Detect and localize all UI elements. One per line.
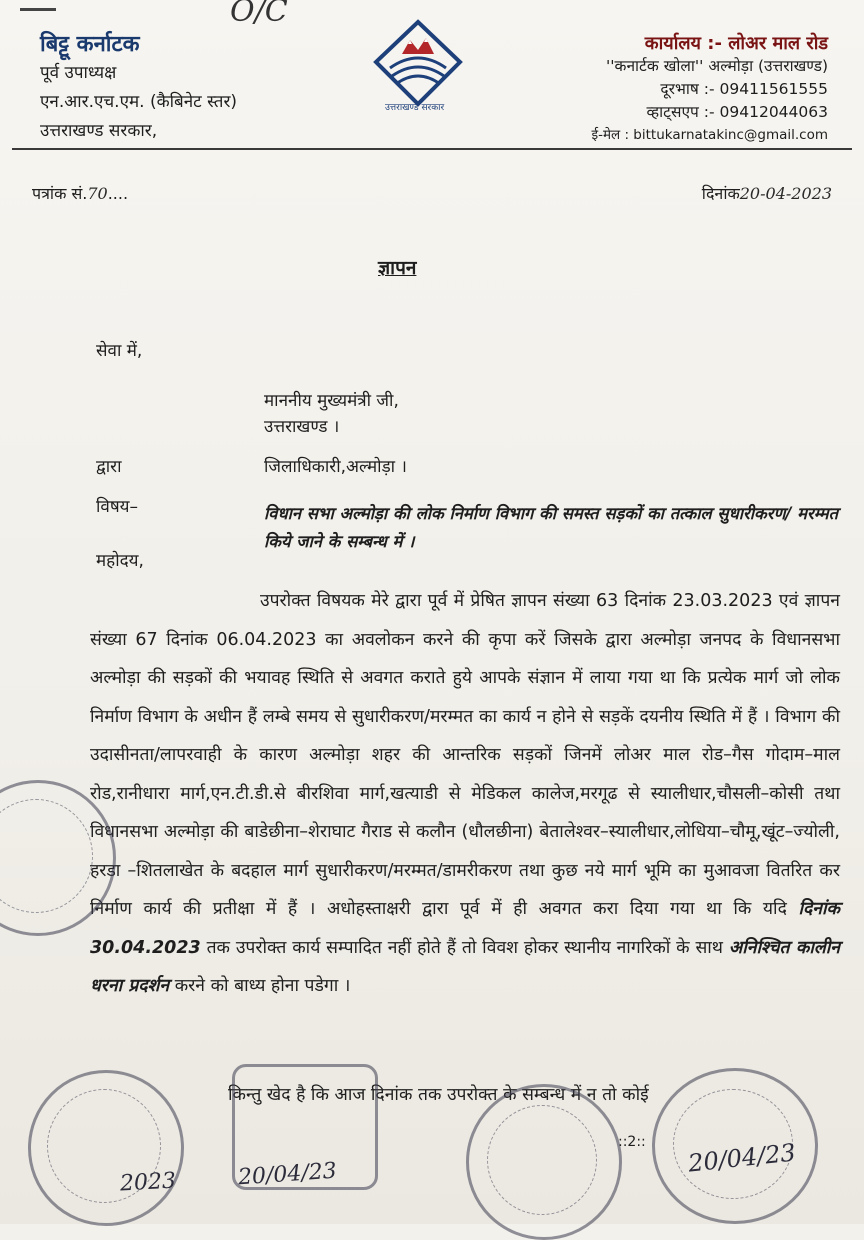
body-part-2: तक उपरोक्त कार्य सम्पादित नहीं होते हैं तो विवश होकर स्थानीय नागरिकों के साथ: [206, 937, 723, 958]
recipient-line-2: उत्तराखण्ड ।: [264, 417, 340, 437]
body-part-3: करने को बाध्य होना पडेगा ।: [174, 976, 351, 996]
date-label: दिनांक: [701, 184, 740, 203]
sender-rank: एन.आर.एच.एम. (कैबिनेट स्तर): [40, 92, 238, 112]
subject-text: विधान सभा अल्मोड़ा की लोक निर्माण विभाग की समस्त सड़कों का तत्काल सुधारीकरण/ मरम्मत किये जाने के सम्बन्ध में ।: [264, 504, 838, 551]
letter-date: [702, 182, 832, 204]
sender-name: बिट्टू कर्नाटक: [40, 32, 140, 57]
date-value: 20-04-2023: [739, 184, 832, 203]
protest-phrase: अनिश्चित कालीन धरना प्रदर्शन: [90, 937, 840, 996]
letterhead-contact: [591, 32, 828, 147]
phone-number: दूरभाष :- 09411561555: [660, 80, 828, 98]
whatsapp-number: व्हाट्सएप :- 09412044063: [646, 103, 828, 121]
document-title: ज्ञापन: [378, 257, 417, 279]
letterhead-divider: [12, 148, 852, 150]
page-marker: ::2::: [618, 1134, 646, 1150]
body-part-1: उपरोक्त विषयक मेरे द्वारा पूर्व में प्रेषित ज्ञापन संख्या 63 दिनांक 23.03.2023 एवं ज्ञापन संख्या 67 दिनांक 06.04.2023 का अवलोकन करने की कृपा करें जिसके द्वारा अल्मोड़ा जनपद के विधानसभा अल्मोड़ा की सड़कों की भयावह स्थिति से अवगत कराते हुये आपके संज्ञान में लाया गया था कि प्रत्येक मार्ग जो लोक निर्माण विभाग के अधीन हैं लम्बे समय से सुधारीकरण/मरम्मत का कार्य न होने से सड़कें दयनीय स्थिति में हैं । विभाग की उदासीनता/लापरवाही के कारण अल्मोड़ा शहर की आन्तरिक सड़कों जिनमें लोअर माल रोड–गैस गोदाम–माल रोड,रानीधारा मार्ग,एन.टी.डी.से बीरशिवा मार्ग,खत्याडी से मेडिकल कालेज,मरगूढ से स्यालीधार,चौसली–कोसी तथा विधानसभा अल्मोड़ा की बाडेछीना–शेराघाट गैराड से कलौन (धौलछीना) बेतालेश्वर–स्यालीधार,लोधिया–चौमू,खूंट–ज्योली, हरडा –शितलाखेत के बदहाल मार्ग सुधारीकरण/मरम्मत/डामरीकरण तथा कुछ नये मार्ग भूमि का मुआवजा वितरित कर निर्माण कार्य की प्रतीक्षा में हैं । अधोहस्ताक्षरी द्वारा पूर्व में ही अवगत करा दिया गया था कि यदि: [90, 591, 840, 919]
receipt-date-center: 20/04/23: [237, 1158, 338, 1191]
subject-label: विषय–: [96, 497, 139, 517]
corner-handwritten-mark: O/C: [230, 0, 288, 29]
top-edge-mark: [20, 8, 56, 11]
letter-body: [90, 582, 840, 1006]
via-label: द्वारा: [96, 457, 122, 477]
receipt-stamp-round: [466, 1084, 622, 1240]
emblem-caption: उत्तराखण्ड सरकार: [385, 103, 445, 113]
sender-government: उत्तराखण्ड सरकार,: [40, 121, 158, 141]
recipient-line-1: माननीय मुख्यमंत्री जी,: [264, 391, 399, 411]
receipt-stamp-left-lower: [28, 1070, 184, 1226]
reference-number: पत्रांक सं.70....: [32, 184, 129, 203]
email-address: ई-मेल : bittukarnatakinc@gmail.com: [591, 127, 828, 143]
deadline-date: दिनांक 30.04.2023: [90, 899, 840, 958]
to-label: सेवा में,: [96, 341, 143, 361]
sender-designation: पूर्व उपाध्यक्ष: [40, 63, 117, 83]
reference-value: 70: [87, 184, 108, 203]
salutation: महोदय,: [96, 551, 144, 571]
via-official: जिलाधिकारी,अल्मोड़ा ।: [264, 457, 407, 477]
letterhead-sender: [40, 30, 237, 146]
stamp-ring: [0, 799, 93, 913]
stamp-ring: [487, 1105, 597, 1215]
reference-label: पत्रांक सं.: [32, 184, 88, 203]
office-address: कार्यालय :- लोअर माल रोड: [644, 33, 828, 54]
office-locality: ''कनार्टक खोला'' अल्मोड़ा (उत्तराखण्ड): [606, 57, 828, 75]
receipt-date-right: 20/04/23: [686, 1138, 797, 1178]
receipt-year-left: 2023: [119, 1168, 177, 1197]
last-line: किन्तु खेद है कि आज दिनांक तक उपरोक्त के सम्बन्ध में न तो कोई: [228, 1085, 649, 1105]
